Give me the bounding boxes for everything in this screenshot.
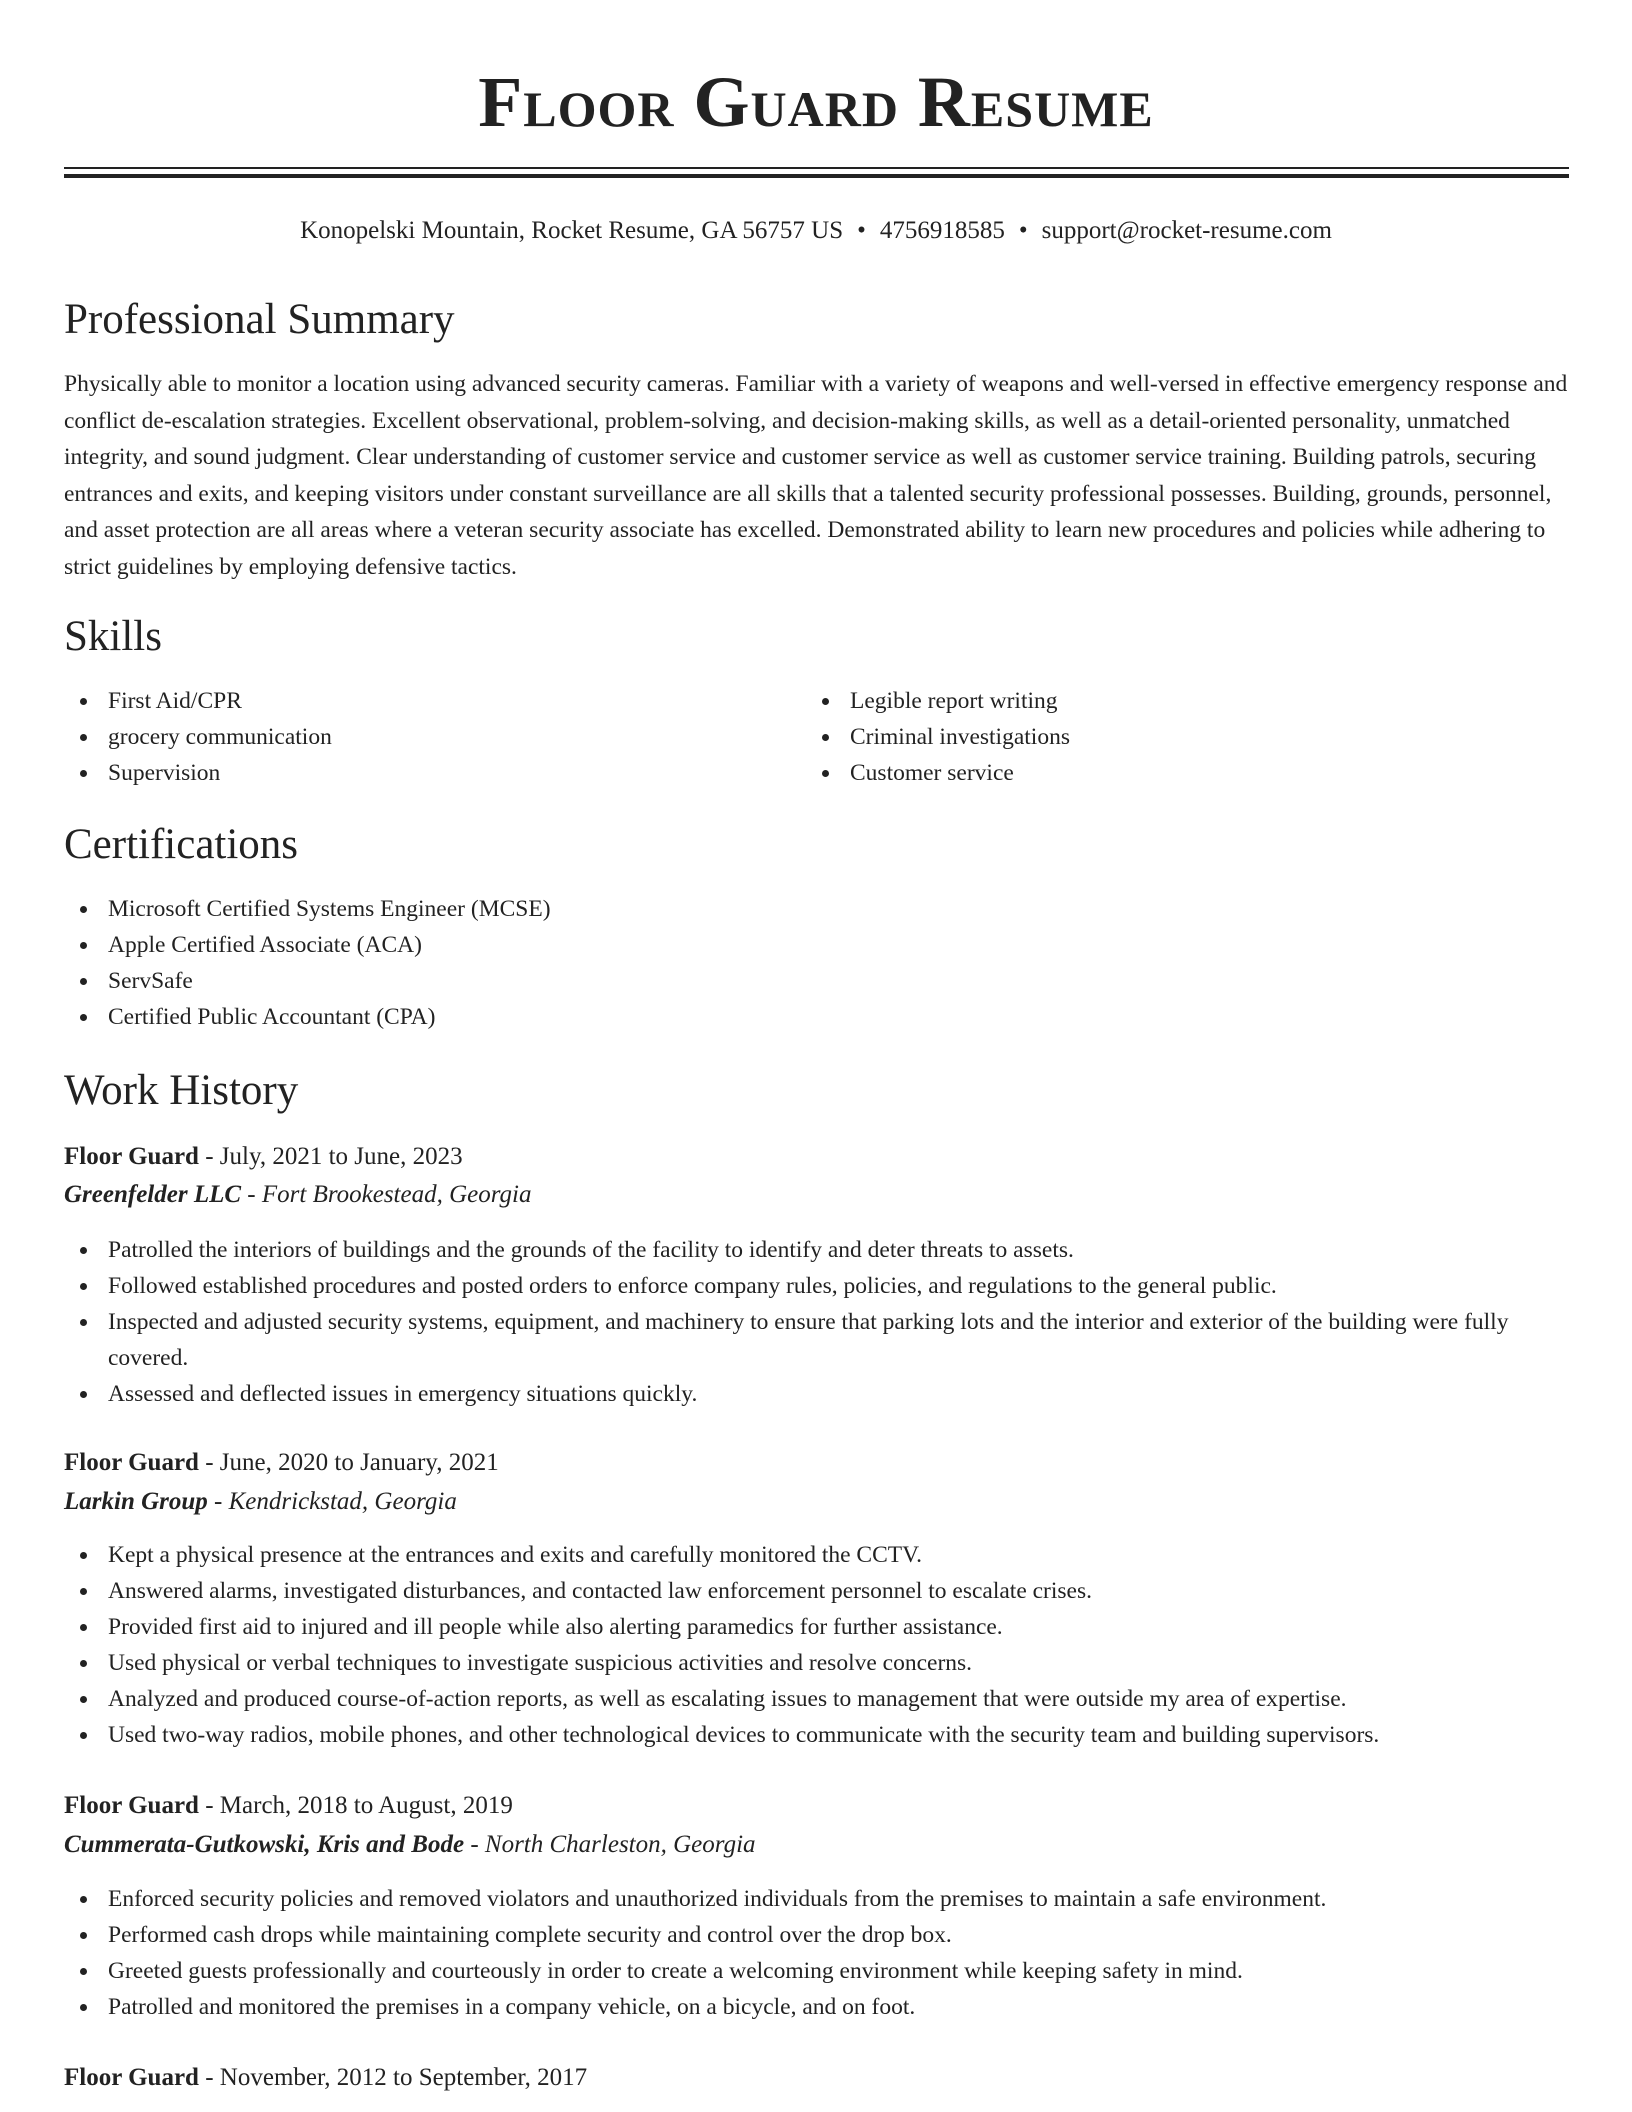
job-title: Floor Guard [64, 1449, 199, 1476]
job-title-line [64, 2061, 587, 2095]
job-company-line [64, 1178, 532, 1212]
job-duty-item: Patrolled the interiors of buildings and the grounds of the facility to identify and deter threats to assets. [64, 1232, 1574, 1268]
certifications-list [64, 891, 1564, 1035]
job-company-line [64, 1485, 457, 1519]
skills-list-left [64, 683, 764, 791]
certification-item: Microsoft Certified Systems Engineer (MCSE) [64, 891, 1564, 927]
job-company: Greenfelder LLC [64, 1181, 242, 1208]
job-location: - Kendrickstad, Georgia [207, 1488, 457, 1515]
job-duties-list [64, 1881, 1574, 2025]
job-duty-item: Enforced security policies and removed violators and unauthorized individuals from the premises to maintain a safe environment. [64, 1881, 1574, 1917]
skill-item: Customer service [806, 755, 1506, 791]
job-title-line [64, 1140, 463, 1174]
job-location: - Fort Brookestead, Georgia [241, 1181, 532, 1208]
job-company: Cummerata-Gutkowski, Kris and Bode [64, 1831, 465, 1858]
contact-address: Konopelski Mountain, Rocket Resume, GA 56757 US [300, 217, 844, 244]
job-company: Larkin Group [64, 1488, 208, 1515]
job-duty-item: Kept a physical presence at the entrances and exits and carefully monitored the CCTV. [64, 1537, 1574, 1573]
skill-item: Legible report writing [806, 683, 1506, 719]
job-duty-item: Performed cash drops while maintaining complete security and control over the drop box. [64, 1917, 1574, 1953]
job-dates: - November, 2012 to September, 2017 [198, 2064, 588, 2091]
job-duty-item: Inspected and adjusted security systems, equipment, and machinery to ensure that parking lots and the interior and exterior of the building were fully covered. [64, 1304, 1574, 1376]
job-duty-item: Patrolled and monitored the premises in a company vehicle, on a bicycle, and on foot. [64, 1989, 1574, 2025]
summary-text: Physically able to monitor a location using advanced security cameras. Familiar with a variety of weapons and well-versed in effective emergency response and conflict de-escalation strategies. Excellent observational, problem-solving, and decision-making skills, as well as a detail-oriented personality, unmatched integrity, and sound judgment. Clear understanding of customer service and customer service as well as customer service training. Building patrols, securing entrances and exits, and keeping visitors under constant surveillance are all skills that a talented security professional possesses. Building, grounds, personnel, and asset protection are all areas where a veteran security associate has excelled. Demonstrated ability to learn new procedures and policies while adhering to strict guidelines by employing defensive tactics. [64, 371, 1568, 580]
contact-separator: • [1018, 217, 1028, 244]
job-dates: - July, 2021 to June, 2023 [198, 1143, 463, 1170]
job-dates: - June, 2020 to January, 2021 [198, 1449, 499, 1476]
job-duty-item: Provided first aid to injured and ill people while also alerting paramedics for further assistance. [64, 1609, 1574, 1645]
job-duties-list [64, 1232, 1574, 1412]
contact-line [0, 214, 1632, 248]
title-divider-thin [64, 167, 1569, 169]
skill-item: First Aid/CPR [64, 683, 764, 719]
job-company-line [64, 1828, 756, 1862]
skills-heading: Skills [64, 613, 162, 660]
job-duty-item: Greeted guests professionally and courteously in order to create a welcoming environment while keeping safety in mind. [64, 1953, 1574, 1989]
job-title-line [64, 1446, 499, 1480]
skill-item: Supervision [64, 755, 764, 791]
job-duty-item: Used physical or verbal techniques to investigate suspicious activities and resolve concerns. [64, 1645, 1574, 1681]
job-duty-item: Answered alarms, investigated disturbances, and contacted law enforcement personnel to escalate crises. [64, 1573, 1574, 1609]
job-dates: - March, 2018 to August, 2019 [198, 1792, 513, 1819]
skill-item: Criminal investigations [806, 719, 1506, 755]
job-duty-item: Used two-way radios, mobile phones, and other technological devices to communicate with the security team and building supervisors. [64, 1717, 1574, 1753]
job-title-line [64, 1789, 513, 1823]
certification-item: Certified Public Accountant (CPA) [64, 999, 1564, 1035]
summary-heading: Professional Summary [64, 296, 455, 343]
title-divider-thick [64, 174, 1569, 178]
contact-phone: 4756918585 [879, 217, 1005, 244]
job-duty-item: Followed established procedures and posted orders to enforce company rules, policies, and regulations to the general public. [64, 1268, 1574, 1304]
skills-list-right [806, 683, 1506, 791]
certification-item: ServSafe [64, 963, 1564, 999]
certifications-heading: Certifications [64, 821, 299, 868]
contact-email: support@rocket-resume.com [1041, 217, 1332, 244]
job-title: Floor Guard [64, 1792, 199, 1819]
certification-item: Apple Certified Associate (ACA) [64, 927, 1564, 963]
job-duties-list [64, 1537, 1574, 1753]
skill-item: grocery communication [64, 719, 764, 755]
job-location: - North Charleston, Georgia [464, 1831, 756, 1858]
job-duty-item: Analyzed and produced course-of-action reports, as well as escalating issues to management that were outside my area of expertise. [64, 1681, 1574, 1717]
resume-title: Floor Guard Resume [478, 62, 1154, 142]
job-title: Floor Guard [64, 1143, 199, 1170]
work-history-heading: Work History [64, 1067, 299, 1114]
job-title: Floor Guard [64, 2064, 199, 2091]
contact-separator: • [857, 217, 866, 244]
job-duty-item: Assessed and deflected issues in emergency situations quickly. [64, 1376, 1574, 1412]
